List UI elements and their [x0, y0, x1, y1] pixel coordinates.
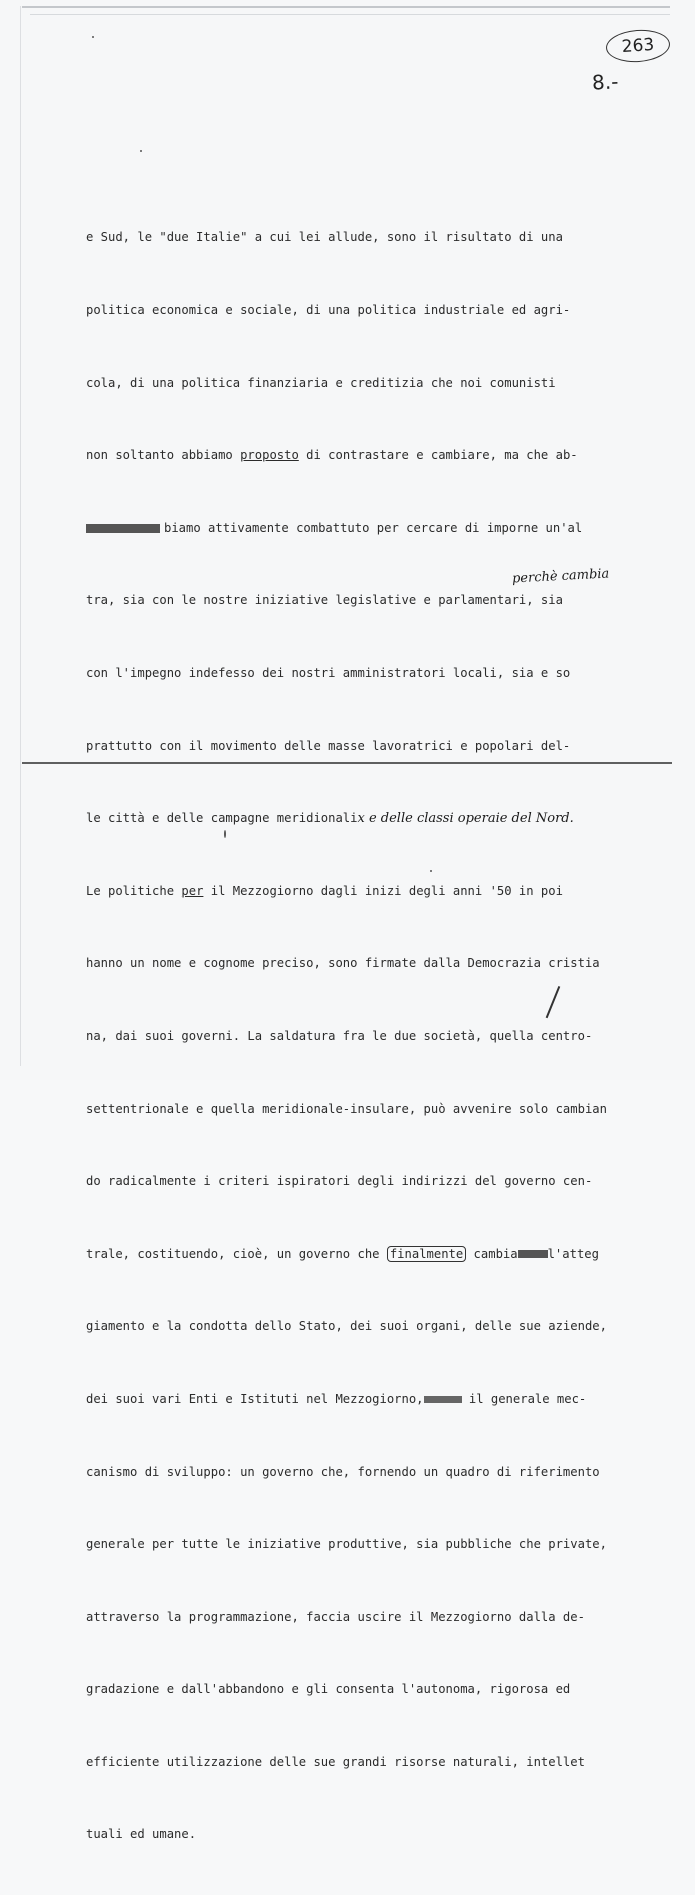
text-line: politica economica e sociale, di una politica industriale ed agri- [86, 303, 571, 317]
text-line: generale per tutte le iniziative produttive, sia pubbliche che private, [86, 1537, 607, 1552]
text-line: tuali ed umane. [86, 1827, 197, 1842]
text-fragment: trale, costituendo, cioè, un governo che [86, 1246, 387, 1261]
text-line: gradazione e dall'abbandono e gli consenta l'autonoma, rigorosa ed [86, 1682, 571, 1697]
text-line: settentrionale e quella meridionale-insulare, può avvenire solo cambian [86, 1101, 607, 1116]
text-line: giamento e la condotta dello Stato, dei suoi organi, delle sue aziende, [86, 1319, 607, 1334]
text-line: attraverso la programmazione, faccia uscire il Mezzogiorno dalla de- [86, 1609, 585, 1624]
top-edge-line [22, 6, 670, 8]
paper-speck [430, 870, 432, 872]
text-fragment: il Mezzogiorno dagli inizi degli anni '50 in poi [203, 883, 563, 898]
text-fragment: Le politiche [86, 883, 182, 898]
text-line: con l'impegno indefesso dei nostri amministratori locali, sia e so [86, 665, 571, 680]
text-fragment: dei suoi vari Enti e Istituti nel Mezzogiorno, [86, 1391, 424, 1406]
text-line: tra, sia con le nostre iniziative legislative e parlamentari, sia [86, 593, 563, 608]
text-fragment: l'atteg [547, 1246, 599, 1261]
text-line [86, 1387, 676, 1411]
text-line [86, 516, 676, 540]
paper-speck [224, 830, 226, 838]
text-fragment: cambia [466, 1246, 518, 1261]
archive-stamp [605, 28, 671, 64]
text-line: e Sud, le "due Italie" a cui lei allude, sono il risultato di una [86, 230, 563, 245]
redaction-mark [518, 1250, 548, 1258]
text-fragment: le città e delle campagne meridionali [86, 811, 358, 826]
redaction-mark [424, 1396, 462, 1403]
page-number: 8.- [591, 69, 619, 95]
archive-stamp-number: 263 [621, 34, 655, 58]
text-line: canismo di sviluppo: un governo che, fornendo un quadro di riferimento [86, 1464, 600, 1479]
text-fragment: biamo attivamente combattuto per cercare di imporne un'al [164, 520, 583, 535]
text-line [86, 1242, 676, 1266]
text-line [86, 443, 676, 467]
underlined-word: proposto [240, 448, 299, 463]
text-fragment: di contrastare e cambiare, ma che ab- [298, 448, 578, 463]
redaction-mark [86, 524, 160, 533]
left-edge-shadow [20, 6, 21, 1066]
top-edge-line-secondary [30, 14, 670, 15]
text-fragment: non soltanto abbiamo [86, 448, 241, 463]
paper-speck [92, 36, 94, 38]
text-line: efficiente utilizzazione delle sue grandi risorse naturali, intellet [86, 1754, 585, 1769]
text-line: prattutto con il movimento delle masse lavoratrici e popolari del- [86, 738, 571, 753]
text-line [86, 806, 676, 830]
underlined-word: per [181, 883, 204, 898]
text-line: do radicalmente i criteri ispiratori degli indirizzi del governo cen- [86, 1174, 593, 1189]
handwritten-addition: x e delle classi operaie del Nord. [357, 811, 574, 827]
handwritten-insert: perchè cambia [511, 566, 610, 587]
text-line: cola, di una politica finanziaria e creditizia che noi comunisti [86, 375, 556, 390]
text-line [86, 879, 676, 903]
text-line: hanno un nome e cognome preciso, sono firmate dalla Democrazia cristia [86, 956, 600, 971]
boxed-word: finalmente [387, 1246, 466, 1262]
section-divider [22, 762, 672, 764]
text-fragment: il generale mec- [461, 1391, 587, 1406]
paper-speck [140, 150, 142, 152]
text-line: na, dai suoi governi. La saldatura fra le due società, quella centro- [86, 1028, 593, 1043]
typed-letter-body [86, 177, 676, 1895]
